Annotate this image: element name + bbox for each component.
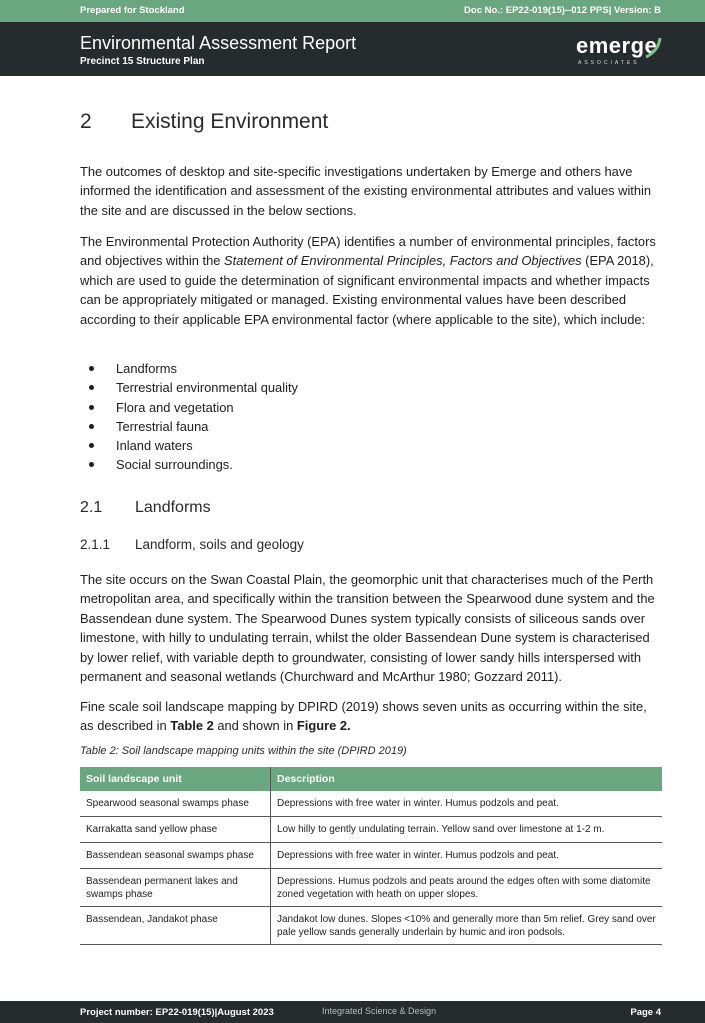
subsection-title: Landforms bbox=[135, 499, 211, 516]
report-subtitle: Precinct 15 Structure Plan bbox=[80, 56, 205, 67]
table-row bbox=[80, 817, 662, 843]
table-cell: Depressions. Humus podzols and peats around the edges often with some diatomite zoned vegetation with heath on upper slopes. bbox=[271, 869, 663, 907]
list-item bbox=[80, 455, 660, 474]
list-item-text: Flora and vegetation bbox=[116, 399, 234, 415]
epa-paragraph-text-b: (EPA 2018), which are used to guide the determination of significant environmental impacts and whether impacts can be appropriately mitigated or managed. Existing environmental values have been described according to their applicable EPA environmental factor (where applicable to the site), which include: bbox=[80, 253, 654, 327]
epa-paragraph bbox=[80, 232, 663, 329]
prepared-for-text: Prepared for Stockland bbox=[80, 5, 185, 16]
bullet-icon bbox=[89, 424, 94, 429]
table-cell: Karrakatta sand yellow phase bbox=[80, 817, 271, 843]
list-item bbox=[80, 436, 660, 455]
footer-tagline: Integrated Science & Design bbox=[322, 1006, 437, 1016]
table-row bbox=[80, 791, 662, 817]
table-cell: Depressions with free water in winter. Humus podzols and peat. bbox=[271, 791, 663, 817]
epa-paragraph-text-a: The Environmental Protection Authority (EPA) identifies a number of environmental principles, factors and objectives within the bbox=[80, 234, 656, 269]
table-row bbox=[80, 907, 662, 945]
subsubsection-number: 2.1.1 bbox=[80, 537, 111, 552]
list-item bbox=[80, 359, 660, 378]
table-cell: Bassendean seasonal swamps phase bbox=[80, 843, 271, 869]
list-item bbox=[80, 417, 660, 436]
bullet-icon bbox=[89, 366, 94, 371]
table-cell: Bassendean, Jandakot phase bbox=[80, 907, 271, 945]
subsubsection-title: Landform, soils and geology bbox=[135, 537, 304, 552]
subsection-number: 2.1 bbox=[80, 499, 103, 516]
section-heading bbox=[80, 110, 328, 134]
top-bar bbox=[0, 0, 705, 22]
table-cell: Depressions with free water in winter. Humus podzols and peat. bbox=[271, 843, 663, 869]
subsection-heading bbox=[80, 499, 211, 517]
subsubsection-heading bbox=[80, 537, 304, 552]
table-cell: Jandakot low dunes. Slopes <10% and generally more than 5m relief. Grey sand over pale yellow sands generally underlain by humic and iron podsols. bbox=[271, 907, 663, 945]
list-item-text: Landforms bbox=[116, 361, 177, 376]
table-row bbox=[80, 869, 662, 907]
table-reference: Table 2 bbox=[170, 718, 214, 734]
logo-wordmark: emerge bbox=[576, 33, 658, 58]
table-cell: Spearwood seasonal swamps phase bbox=[80, 791, 271, 817]
bullet-icon bbox=[89, 443, 94, 448]
page-footer bbox=[0, 1001, 705, 1023]
table-header-row bbox=[80, 767, 662, 791]
figure-reference: Figure 2. bbox=[296, 718, 351, 734]
list-item bbox=[80, 378, 660, 397]
landform-paragraph: The site occurs on the Swan Coastal Plain, the geomorphic unit that characterises much of the Perth metropolitan area, and specifically within the transition between the Spearwood dune system and the Bassendean dune system. The Spearwood Dunes system typically consists of siliceous sands over limestone, with hilly to undulating terrain, whilst the older Bassendean Dune system is characterised by lower relief, with variable depth to groundwater, consisting of lower sandy hills interspersed with permanent and seasonal wetlands (Churchward and McArthur 1980; Gozzard 2011). bbox=[80, 572, 655, 685]
table-cell: Low hilly to gently undulating terrain. Yellow sand over limestone at 1-2 m. bbox=[271, 817, 663, 843]
list-item-text: Social surroundings. bbox=[116, 457, 233, 473]
logo-subtext: ASSOCIATES bbox=[578, 60, 640, 66]
list-item bbox=[80, 398, 660, 417]
report-title: Environmental Assessment Report bbox=[80, 33, 357, 53]
table-caption: Table 2: Soil landscape mapping units within the site (DPIRD 2019) bbox=[80, 745, 407, 757]
section-number: 2 bbox=[80, 110, 92, 133]
bullet-icon bbox=[89, 462, 94, 467]
list-item-text: Terrestrial fauna bbox=[116, 418, 209, 434]
emerge-logo bbox=[576, 33, 666, 73]
project-number: Project number: EP22-019(15)|August 2023 bbox=[80, 1007, 274, 1018]
soil-paragraph-text-a: Fine scale soil landscape mapping by DPIRD (2019) shows seven units as occurring within the site, as described in bbox=[80, 699, 647, 734]
logo-swoosh-icon bbox=[644, 37, 662, 59]
soil-mapping-paragraph bbox=[80, 697, 663, 736]
table-row bbox=[80, 843, 662, 869]
list-item-text: Terrestrial environmental quality bbox=[116, 380, 298, 396]
intro-paragraph: The outcomes of desktop and site-specific investigations undertaken by Emerge and others have informed the identification and assessment of the existing environmental attributes and values within the site and are discussed in the below sections. bbox=[80, 164, 652, 218]
column-header: Description bbox=[271, 767, 663, 791]
soil-paragraph-text-b: and shown in bbox=[213, 718, 297, 734]
soil-table bbox=[80, 767, 662, 945]
table-cell: Bassendean permanent lakes and swamps phase bbox=[80, 869, 271, 907]
factor-list bbox=[80, 359, 660, 475]
bullet-icon bbox=[89, 405, 94, 410]
epa-paragraph-italic: Statement of Environmental Principles, Factors and Objectives bbox=[224, 253, 582, 269]
doc-number-text: Doc No.: EP22-019(15)--012 PPS| Version: B bbox=[464, 5, 661, 16]
list-item-text: Inland waters bbox=[116, 438, 193, 454]
bullet-icon bbox=[89, 385, 94, 390]
section-title: Existing Environment bbox=[131, 110, 329, 133]
column-header: Soil landscape unit bbox=[80, 767, 271, 791]
report-header bbox=[0, 22, 705, 76]
page-number: Page 4 bbox=[630, 1007, 661, 1018]
